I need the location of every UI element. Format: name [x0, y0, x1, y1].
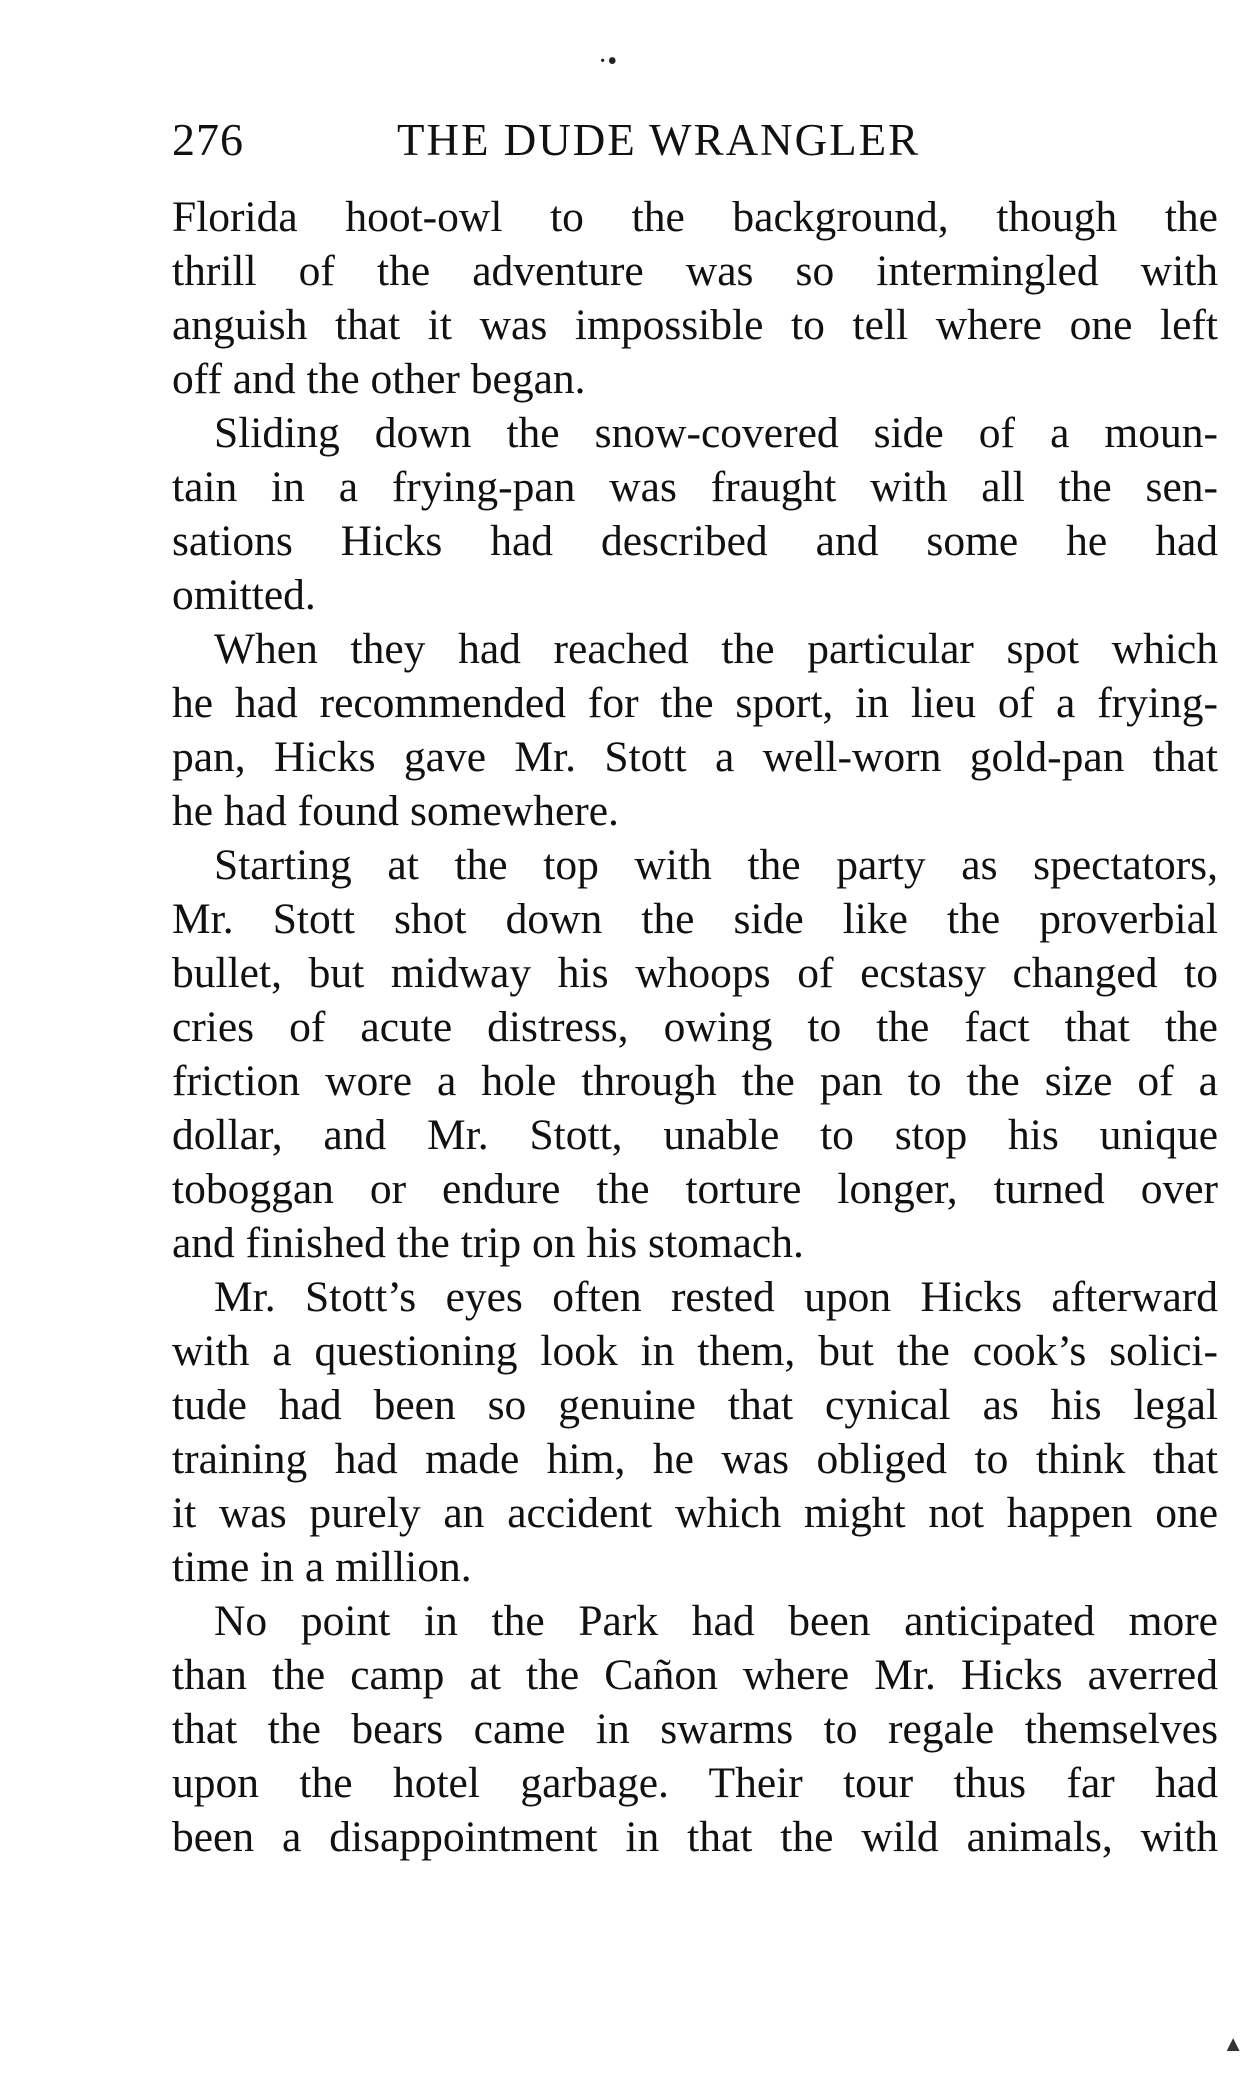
- text-line: friction wore a hole through the pan to the size of a: [172, 1057, 1218, 1105]
- text-line: Mr. Stott’s eyes often rested upon Hicks afterward: [214, 1273, 1218, 1321]
- text-line: and finished the trip on his stomach.: [172, 1219, 804, 1267]
- text-line: he had recommended for the sport, in lieu of a frying-: [172, 679, 1218, 727]
- text-line: Starting at the top with the party as spectators,: [214, 841, 1218, 889]
- text-line: Mr. Stott shot down the side like the proverbial: [172, 895, 1218, 943]
- paragraph: [172, 1594, 1218, 1864]
- text-line: tude had been so genuine that cynical as his legal: [172, 1381, 1218, 1429]
- text-line: toboggan or endure the torture longer, turned over: [172, 1165, 1218, 1213]
- page-number: 276: [172, 114, 244, 165]
- paragraph: [172, 622, 1218, 838]
- paragraph: [172, 190, 1218, 406]
- paragraph: [172, 1270, 1218, 1594]
- text-line: upon the hotel garbage. Their tour thus far had: [172, 1759, 1218, 1807]
- paragraph: [172, 406, 1218, 622]
- page-header: [172, 110, 1218, 170]
- text-line: it was purely an accident which might not happen one: [172, 1489, 1218, 1537]
- print-mark: ▲: [1222, 2031, 1244, 2056]
- text-line: that the bears came in swarms to regale themselves: [172, 1705, 1218, 1753]
- paragraph: [172, 838, 1218, 1270]
- text-line: pan, Hicks gave Mr. Stott a well-worn gold-pan that: [172, 733, 1218, 781]
- text-line: than the camp at the Cañon where Mr. Hicks averred: [172, 1651, 1218, 1699]
- text-line: he had found somewhere.: [172, 787, 619, 835]
- text-line: bullet, but midway his whoops of ecstasy changed to: [172, 949, 1218, 997]
- text-line: anguish that it was impossible to tell where one left: [172, 301, 1218, 349]
- text-line: sations Hicks had described and some he had: [172, 517, 1218, 565]
- text-line: dollar, and Mr. Stott, unable to stop his unique: [172, 1111, 1218, 1159]
- body-text: [172, 190, 1218, 1864]
- text-line: Florida hoot-owl to the background, though the: [172, 193, 1218, 241]
- text-line: training had made him, he was obliged to think that: [172, 1435, 1218, 1483]
- text-line: No point in the Park had been anticipated more: [214, 1597, 1218, 1645]
- text-line: tain in a frying-pan was fraught with all the sen-: [172, 463, 1218, 511]
- text-line: omitted.: [172, 571, 316, 619]
- running-title: THE DUDE WRANGLER: [397, 115, 921, 165]
- text-line: cries of acute distress, owing to the fact that the: [172, 1003, 1218, 1051]
- text-line: time in a million.: [172, 1543, 472, 1591]
- text-line: Sliding down the snow-covered side of a moun-: [214, 409, 1218, 457]
- print-speck: ·•: [598, 46, 618, 77]
- text-line: off and the other began.: [172, 355, 586, 403]
- text-line: When they had reached the particular spot which: [214, 625, 1218, 673]
- text-line: been a disappointment in that the wild animals, with: [172, 1813, 1218, 1861]
- text-line: with a questioning look in them, but the cook’s solici-: [172, 1327, 1218, 1375]
- text-line: thrill of the adventure was so intermingled with: [172, 247, 1218, 295]
